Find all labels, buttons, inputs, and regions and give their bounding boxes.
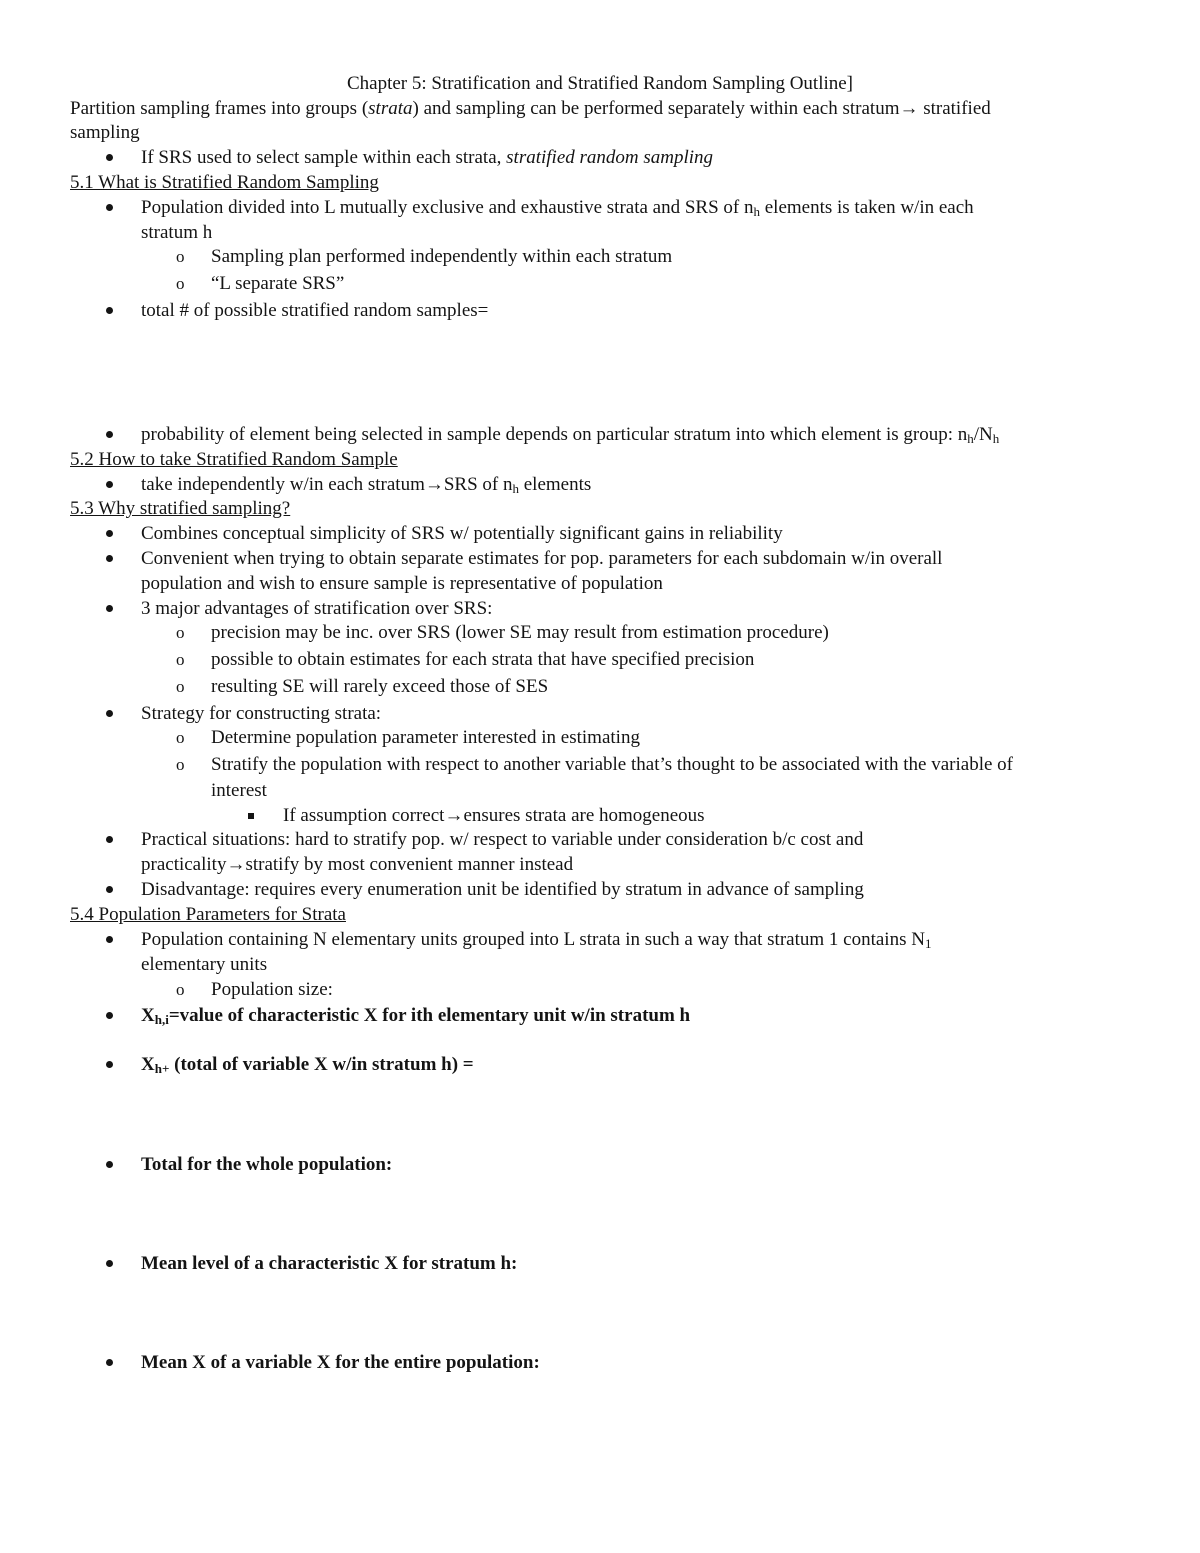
s51-bullet-1-cont: stratum h: [141, 222, 213, 243]
circle-bullet-icon: o: [176, 677, 185, 696]
s53-bullet-4: Strategy for constructing strata:: [141, 703, 382, 724]
section-heading-5-2: 5.2 How to take Stratified Random Sample: [70, 449, 398, 470]
s51-bullet-3: probability of element being selected in sample depends on particular stratum into which element is group: $n_h/N_h$: [141, 424, 1000, 446]
s54-bold-1: $X_{h,i}=value$ of characteristic X for ith elementary unit w/in stratum h: [141, 1005, 691, 1027]
s51-sub-1: Sampling plan performed independently within each stratum: [211, 246, 673, 267]
bullet-icon: [106, 1359, 113, 1366]
bullet-icon: [106, 204, 113, 211]
bullet-icon: [106, 307, 113, 314]
circle-bullet-icon: o: [176, 274, 185, 293]
s54-bullet-1-cont: elementary units: [141, 954, 268, 975]
circle-bullet-icon: o: [176, 755, 185, 774]
bullet-icon: [106, 481, 113, 488]
section-heading-5-4: 5.4 Population Parameters for Strata: [70, 904, 346, 925]
s53-sub-4: Determine population parameter interested in estimating: [211, 727, 640, 748]
bullet-icon: [106, 1161, 113, 1168]
s53-bullet-3: 3 major advantages of stratification over SRS:: [141, 598, 493, 619]
bullet-icon: [106, 530, 113, 537]
bullet-icon: [106, 710, 113, 717]
bullet-icon: [106, 936, 113, 943]
s53-bullet-1: Combines conceptual simplicity of SRS w/ potentially significant gains in reliability: [141, 523, 783, 544]
bullet-icon: [106, 1012, 113, 1019]
section-heading-5-1: 5.1 What is Stratified Random Sampling: [70, 172, 379, 193]
s54-bold-3: Total for the whole population:: [141, 1154, 393, 1175]
bullet-icon: [106, 431, 113, 438]
bullet-icon: [106, 555, 113, 562]
s53-sub-2: possible to obtain estimates for each strata that have specified precision: [211, 649, 755, 670]
s51-sub-2: “L separate SRS”: [211, 273, 345, 294]
s54-bold-2: $X_{h+}$ (total of variable X w/in stratum h) =: [141, 1054, 474, 1076]
bullet-icon: [106, 605, 113, 612]
bullet-icon: [106, 1260, 113, 1267]
s52-bullet-1: take independently w/in each stratum→SRS of $n_h$ elements: [141, 474, 592, 496]
intro-line-2: sampling: [70, 122, 140, 143]
s54-bold-5: Mean X of a variable X for the entire population:: [141, 1352, 540, 1373]
circle-bullet-icon: o: [176, 623, 185, 642]
circle-bullet-icon: o: [176, 980, 185, 999]
s53-bullet-5-cont: practicality→stratify by most convenient manner instead: [141, 854, 574, 875]
s53-sub-1: precision may be inc. over SRS (lower SE may result from estimation procedure): [211, 622, 829, 643]
intro-line-1: Partition sampling frames into groups (strata) and sampling can be performed separately within each stratum→ stratified: [70, 98, 991, 119]
s51-bullet-1: Population divided into L mutually exclusive and exhaustive strata and SRS of $n_h$ elements is taken w/in each: [141, 197, 974, 219]
circle-bullet-icon: o: [176, 728, 185, 747]
bullet-icon: [106, 154, 113, 161]
circle-bullet-icon: o: [176, 247, 185, 266]
s53-subsub-1: If assumption correct→ensures strata are homogeneous: [283, 805, 705, 826]
s53-bullet-5: Practical situations: hard to stratify pop. w/ respect to variable under consideration b/c cost and: [141, 829, 864, 850]
square-bullet-icon: [248, 813, 254, 819]
bullet-icon: [106, 836, 113, 843]
s53-bullet-6: Disadvantage: requires every enumeration unit be identified by stratum in advance of sampling: [141, 879, 864, 900]
s54-sub-1: Population size:: [211, 979, 333, 1000]
section-heading-5-3: 5.3 Why stratified sampling?: [70, 498, 291, 519]
document-title: Chapter 5: Stratification and Stratified Random Sampling Outline]: [346, 73, 854, 94]
intro-bullet: If SRS used to select sample within each strata, stratified random sampling: [141, 147, 714, 168]
s54-bullet-1: Population containing N elementary units grouped into L strata in such a way that stratum 1 contains $N_1$: [141, 929, 932, 951]
s53-bullet-2-cont: population and wish to ensure sample is representative of population: [141, 573, 663, 594]
s54-bold-4: Mean level of a characteristic X for stratum h:: [141, 1253, 518, 1274]
s51-bullet-2: total # of possible stratified random samples=: [141, 300, 489, 321]
bullet-icon: [106, 1061, 113, 1068]
bullet-icon: [106, 886, 113, 893]
s53-bullet-2: Convenient when trying to obtain separate estimates for pop. parameters for each subdomain w/in overall: [141, 548, 943, 569]
s53-sub-3: resulting SE will rarely exceed those of SES: [211, 676, 549, 697]
circle-bullet-icon: o: [176, 650, 185, 669]
s53-sub-5: Stratify the population with respect to another variable that’s thought to be associated with the variable of: [211, 754, 1013, 775]
s53-sub-5-cont: interest: [211, 780, 267, 801]
